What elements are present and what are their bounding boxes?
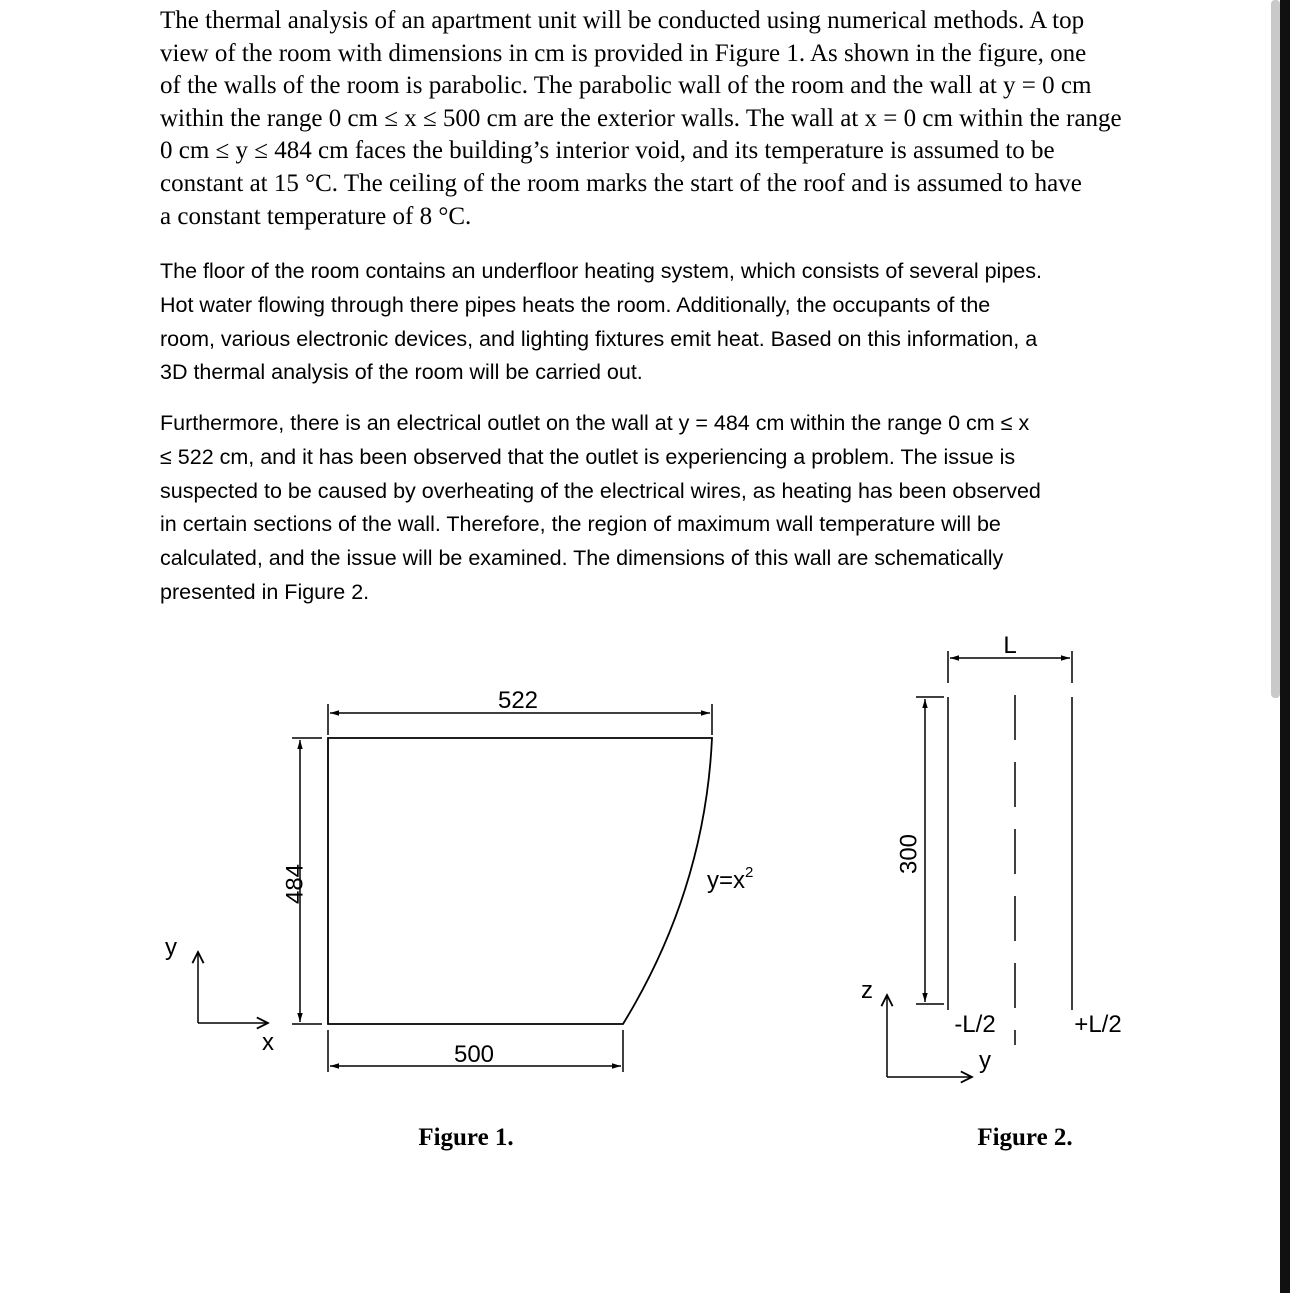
scrollbar-thumb[interactable] — [1271, 0, 1280, 698]
paragraph-2-line: 3D thermal analysis of the room will be carried out. — [160, 360, 643, 385]
minus-half-L-label: -L/2 — [954, 1011, 996, 1038]
paragraph-2-line: Hot water flowing through there pipes heats the room. Additionally, the occupants of the — [160, 292, 991, 317]
figure-2-z-axis-label: z — [861, 977, 873, 1004]
paragraph-1-line: a constant temperature of 8 °C. — [160, 202, 472, 230]
curve-label: $y=x^2$ — [707, 864, 754, 894]
figure-1-y-axis-label: y — [165, 934, 177, 961]
dim-484-label: 484 — [281, 863, 309, 905]
dim-300-label: 300 — [895, 833, 923, 875]
paragraph-1-line: of the walls of the room is parabolic. The parabolic wall of the room and the wall at y = 0 cm — [160, 72, 1092, 100]
room-outline — [328, 738, 712, 1024]
figure-2-caption: Figure 2. — [977, 1124, 1073, 1151]
paragraph-3-line: in certain sections of the wall. Therefore, the region of maximum wall temperature will be — [160, 512, 1001, 537]
paragraph-2-line: The floor of the room contains an underfloor heating system, which consists of several pipes. — [160, 259, 1042, 283]
paragraph-1-line: within the range 0 cm ≤ x ≤ 500 cm are the exterior walls. The wall at x = 0 cm within the range — [160, 104, 1122, 132]
figure-1 — [198, 704, 712, 1072]
figure-1-x-axis-label: x — [262, 1029, 274, 1056]
paragraph-1-line: The thermal analysis of an apartment unit will be conducted using numerical methods. A top — [160, 7, 1085, 34]
paragraph-3-line: presented in Figure 2. — [160, 579, 370, 604]
dim-500-label: 500 — [453, 1041, 495, 1068]
paragraph-2-line: room, various electronic devices, and lighting fixtures emit heat. Based on this information, a — [160, 326, 1038, 351]
dim-L-label: L — [1003, 632, 1017, 659]
paragraph-3-line: calculated, and the issue will be examined. The dimensions of this wall are schematically — [160, 546, 1004, 571]
paragraph-3-line: Furthermore, there is an electrical outlet on the wall at y = 484 cm within the range 0 cm ≤ x — [160, 411, 1030, 435]
paragraph-3-line: ≤ 522 cm, and it has been observed that the outlet is experiencing a problem. The issue is — [160, 444, 1016, 469]
figure-1-caption: Figure 1. — [418, 1124, 514, 1151]
plus-half-L-label: +L/2 — [1074, 1011, 1122, 1038]
paragraph-3-line: suspected to be caused by overheating of the electrical wires, as heating has been observed — [160, 478, 1041, 503]
paragraph-1-line: constant at 15 °C. The ceiling of the room marks the start of the roof and is assumed to have — [160, 169, 1082, 197]
dim-522-label: 522 — [497, 687, 539, 714]
figure-2-y-axis-label: y — [979, 1047, 991, 1074]
paragraph-1-line: view of the room with dimensions in cm is provided in Figure 1. As shown in the figure, one — [160, 39, 1087, 67]
paragraph-1-line: 0 cm ≤ y ≤ 484 cm faces the building’s interior void, and its temperature is assumed to be — [160, 137, 1055, 165]
